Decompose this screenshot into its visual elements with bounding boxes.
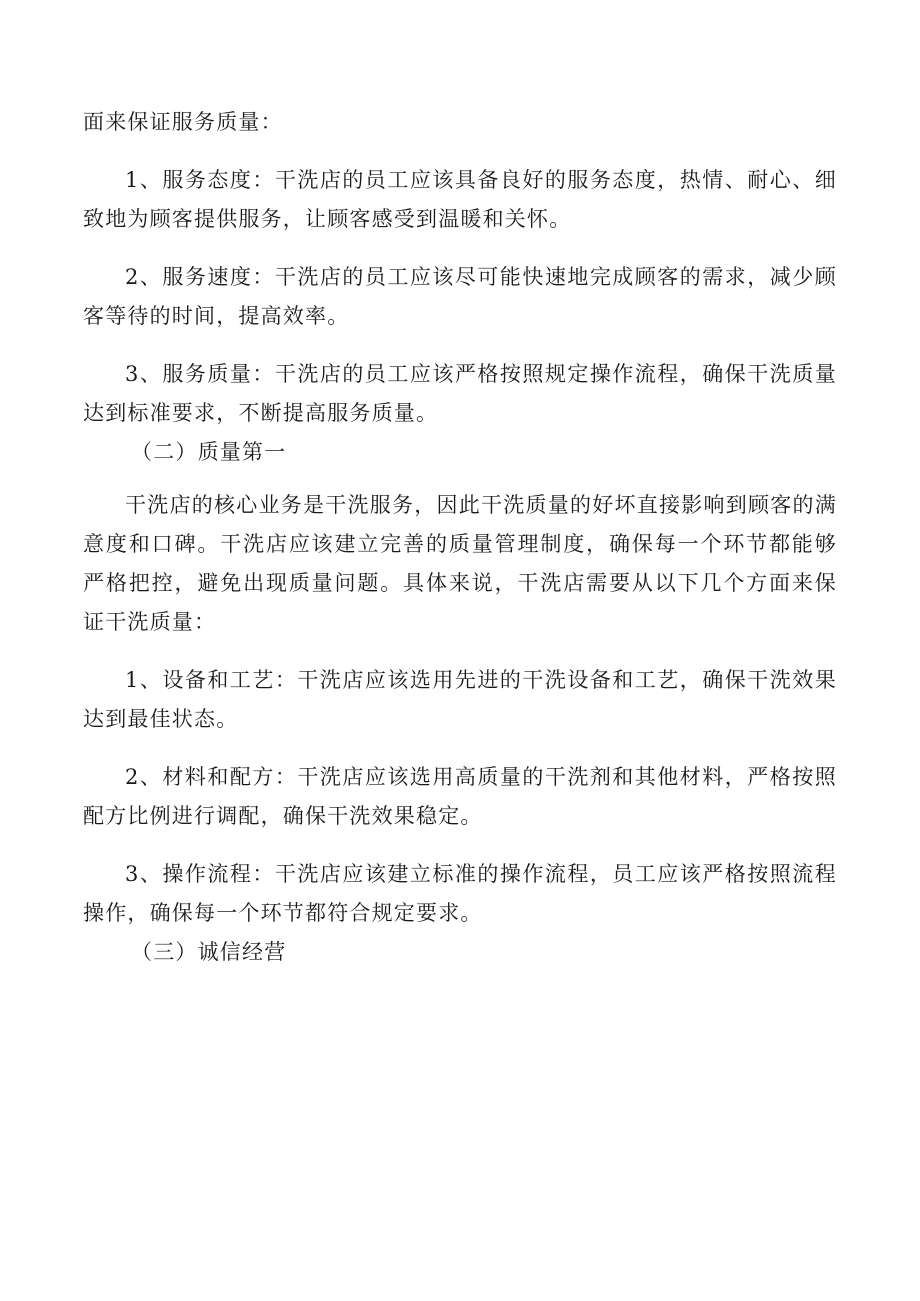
- section-heading-integrity: （三）诚信经营: [131, 940, 287, 964]
- section-heading-quality-first: （二）质量第一: [131, 440, 287, 464]
- quality-item-process: 3、操作流程：干洗店应该建立标准的操作流程，员工应该严格按照流程操作，确保每一个环节都符合规定要求。: [83, 862, 837, 925]
- service-item-quality: 3、服务质量：干洗店的员工应该严格按照规定操作流程，确保干洗质量达到标准要求，不断提高服务质量。: [83, 362, 837, 425]
- document-body: [83, 103, 837, 972]
- quality-item-materials: 2、材料和配方：干洗店应该选用高质量的干洗剂和其他材料，严格按照配方比例进行调配，确保干洗效果稳定。: [83, 765, 837, 828]
- service-item-speed: 2、服务速度：干洗店的员工应该尽可能快速地完成顾客的需求，减少顾客等待的时间，提高效率。: [83, 265, 837, 328]
- quality-item-equipment: 1、设备和工艺：干洗店应该选用先进的干洗设备和工艺，确保干洗效果达到最佳状态。: [83, 668, 837, 731]
- paragraph-intro-tail: 面来保证服务质量：: [83, 110, 283, 134]
- paragraph-quality-intro: 干洗店的核心业务是干洗服务，因此干洗质量的好坏直接影响到顾客的满意度和口碑。干洗店应该建立完善的质量管理制度，确保每一个环节都能够严格把控，避免出现质量问题。具体来说，干洗店需要从以下几个方面来保证干洗质量：: [83, 493, 837, 634]
- service-item-attitude: 1、服务态度：干洗店的员工应该具备良好的服务态度，热情、耐心、细致地为顾客提供服务，让顾客感受到温暖和关怀。: [83, 168, 837, 231]
